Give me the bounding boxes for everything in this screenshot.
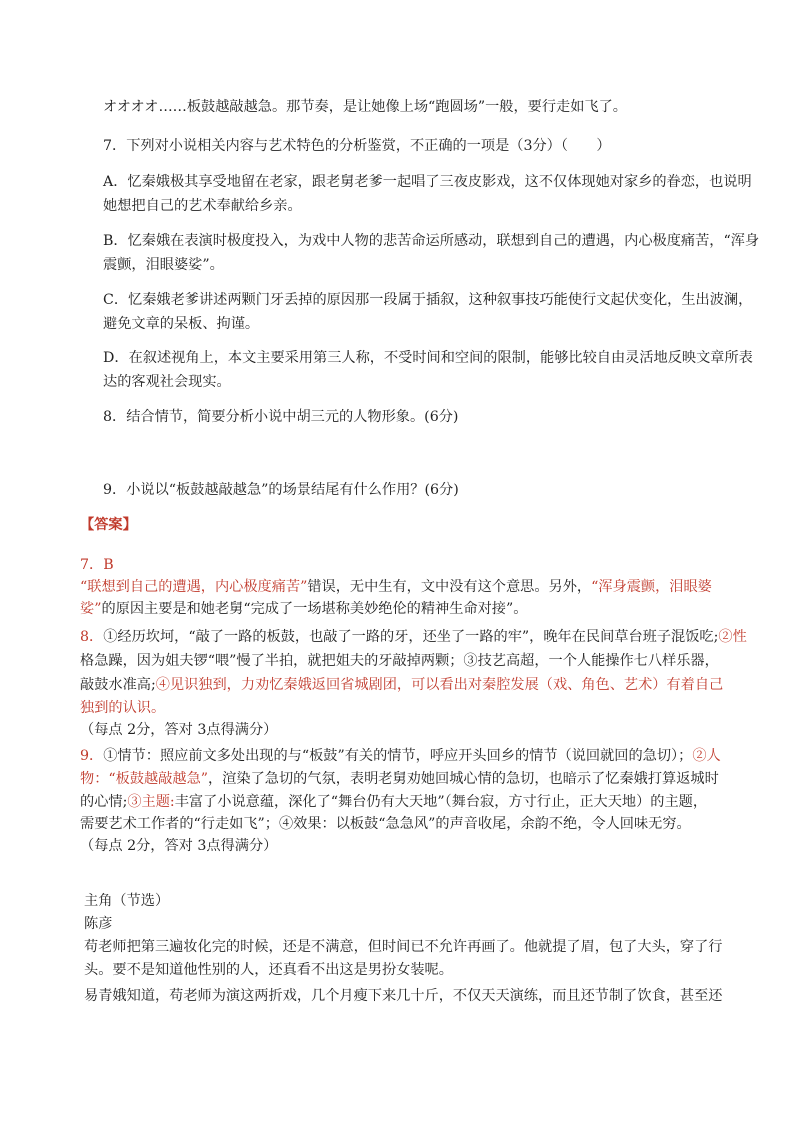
question-7-stem: 7．下列对小说相关内容与艺术特色的分析鉴赏，不正确的一项是（3分）（ ） <box>103 138 611 154</box>
question-8-stem: 8．结合情节，简要分析小说中胡三元的人物形象。(6分) <box>103 409 459 425</box>
answer-8-point1: ①经历坎坷，“敲了一路的板鼓，也敲了一路的牙，还坐了一路的牢”，晚年在民间草台班子混饭吃; <box>103 629 719 645</box>
answer-9-number: 9． <box>80 748 104 764</box>
answer-7-text: 错误，无中生有，文中没有这个意思。另外， <box>307 579 592 595</box>
question-7-option-a-line1: A．忆秦娥极其享受地留在老家，跟老舅老爹一起唱了三夜皮影戏，这不仅体现她对家乡的眷恋，也说明 <box>103 174 752 190</box>
answer-8-line1 <box>80 626 747 648</box>
answer-8-point3-end: 敲鼓水准高; <box>80 677 156 693</box>
answer-7-quote: “联想到自己的遭遇，内心极度痛苦” <box>80 579 308 595</box>
question-9-stem: 9．小说以“板鼓越敲越急”的场景结尾有什么作用？(6分) <box>103 482 459 498</box>
answer-8-number: 8． <box>80 629 104 645</box>
question-7-option-a-line2: 她想把自己的艺术奉献给乡亲。 <box>103 198 302 214</box>
answer-8-line2: 格急躁，因为姐夫锣“喂”慢了半拍，就把姐夫的牙敲掉两颗；③技艺高超，一个人能操作七八样乐器， <box>80 653 719 669</box>
answer-8-point4: ④见识独到，力劝忆秦娥返回省城剧团，可以看出对秦腔发展（戏、角色、艺术）有着自己 <box>155 677 724 693</box>
answer-9-line2 <box>80 768 719 790</box>
answer-8-line4: 独到的认识。 <box>80 700 166 716</box>
answer-8-point2-start: ②性 <box>718 629 747 645</box>
question-7-option-b-line1: B．忆秦娥在表演时极度投入，为戏中人物的悲苦命运所感动，联想到自己的遭遇，内心极度痛苦，“浑身 <box>103 233 760 249</box>
passage-title: 主角（节选） <box>84 893 170 909</box>
answer-7-choice: 7．B <box>80 557 114 573</box>
answer-8-scoring-note: （每点 2分，答对 3点得满分） <box>80 722 278 738</box>
answer-9-point2-label: 物： <box>80 771 109 787</box>
answer-7-quote-2: “浑身震颤，泪眼婆 <box>591 579 712 595</box>
question-7-option-c-line1: C．忆秦娥老爹讲述两颗门牙丢掉的原因那一段属于插叙，这种叙事技巧能使行文起伏变化，生出波澜， <box>103 292 753 308</box>
question-intro-text: オオオオ……板鼓越敲越急。那节奏，是让她像上场“跑圆场”一般，要行走如飞了。 <box>103 99 627 115</box>
answer-9-quote: “板鼓越敲越急” <box>108 771 209 787</box>
answer-9-point3-label: ③主题: <box>127 794 175 810</box>
passage-paragraph-line3: 易青娥知道，苟老师为演这两折戏，几个月瘦下来几十斤，不仅天天演练，而且还节制了饮食，甚至还 <box>84 988 723 1004</box>
answer-9-line3 <box>80 791 707 813</box>
answer-heading: 【答案】 <box>80 517 137 533</box>
answer-8-line3 <box>80 674 723 696</box>
question-7-option-d-line1: D．在叙述视角上，本文主要采用第三人称，不受时间和空间的限制，能够比较自由灵活地反映文章所表 <box>103 350 753 366</box>
answer-7-line1 <box>80 576 712 598</box>
passage-paragraph-line1: 苟老师把第三遍妆化完的时候，还是不满意，但时间已不允许再画了。他就提了眉，包了大头，穿了行 <box>84 939 723 955</box>
answer-9-point2-start: ②人 <box>692 748 721 764</box>
answer-9-point2-end: 的心情; <box>80 794 128 810</box>
answer-9-scoring-note: （每点 2分，答对 3点得满分） <box>80 838 278 854</box>
question-7-option-c-line2: 避免文章的呆板、拘谨。 <box>103 316 260 332</box>
question-7-option-b-line2: 震颤，泪眼婆娑”。 <box>103 257 224 273</box>
answer-9-line1 <box>80 745 721 767</box>
passage-author: 陈彦 <box>84 916 113 932</box>
answer-7-text-2: 的原因主要是和她老舅“完成了一场堪称美妙绝伦的精神生命对接”。 <box>101 601 528 617</box>
answer-7-line2 <box>80 598 527 620</box>
answer-9-point1: ①情节：照应前文多处出现的与“板鼓”有关的情节，呼应开头回乡的情节（说回就回的急切）； <box>103 748 693 764</box>
question-7-option-d-line2: 达的客观社会现实。 <box>103 374 231 390</box>
answer-9-point3-text: 丰富了小说意蕴，深化了“舞台仍有大天地”（舞台寂，方寸行止，正大天地）的主题， <box>174 794 708 810</box>
answer-9-line4: 需要艺术工作者的“行走如飞”；④效果：以板鼓“急急风”的声音收尾，余韵不绝，令人回味无穷。 <box>80 816 691 832</box>
passage-paragraph-line2: 头。要不是知道他性别的人，还真看不出这是男扮女装呢。 <box>84 962 453 978</box>
answer-9-point2-text: ，渲染了急切的气氛，表明老舅劝她回城心情的急切，也暗示了忆秦娥打算返城时 <box>208 771 719 787</box>
answer-7-quote-2-end: 娑” <box>80 601 102 617</box>
